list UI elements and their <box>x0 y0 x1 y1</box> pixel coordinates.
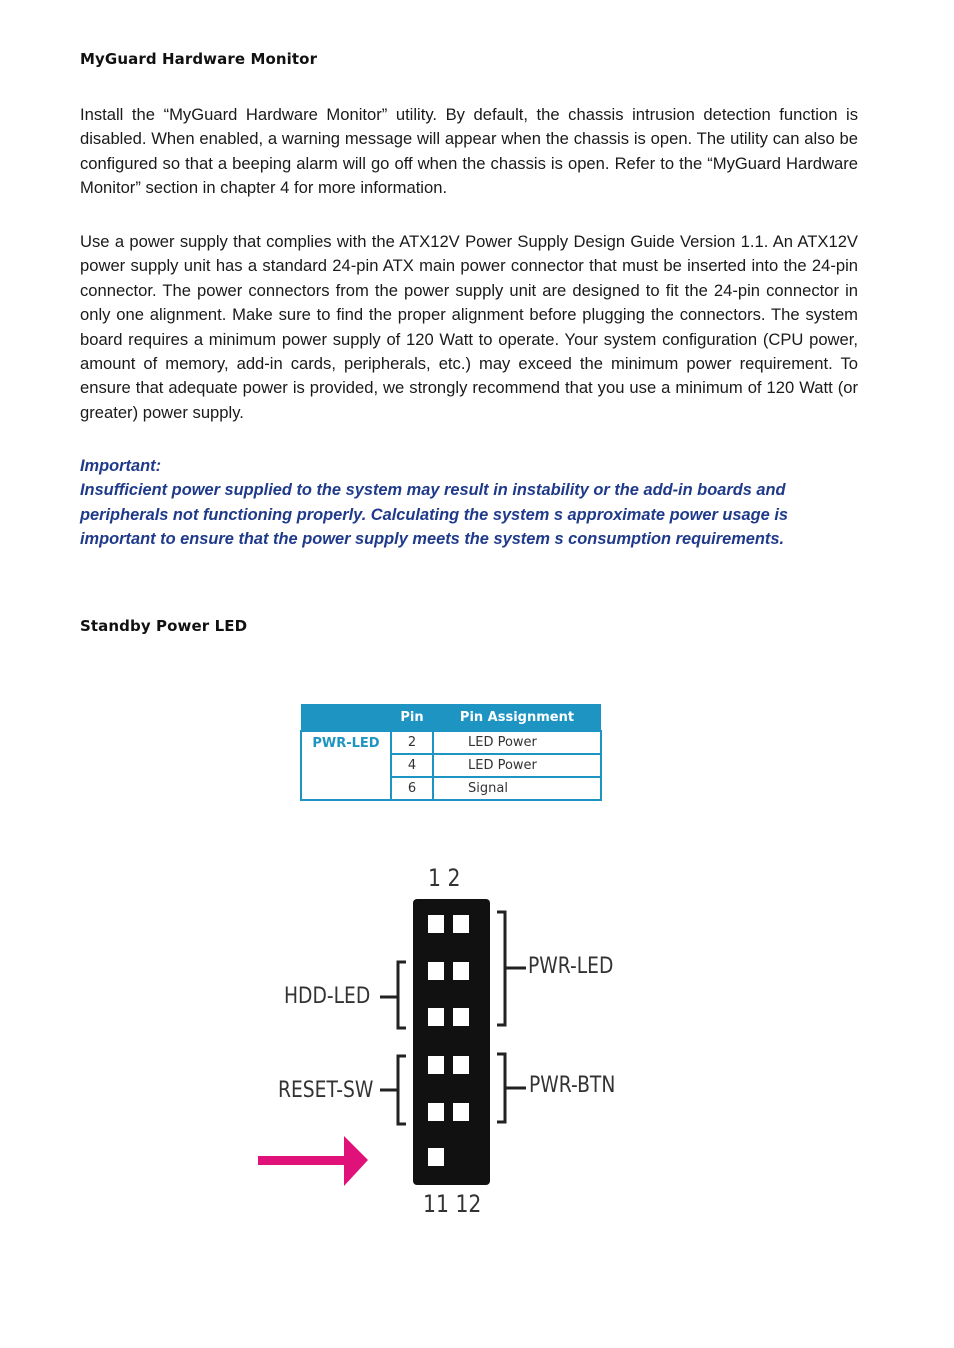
reset-sw-bracket <box>398 1056 406 1124</box>
important-line-3: important to ensure that the power supply meets the system s consumption requirements. <box>80 530 785 549</box>
pin-8 <box>453 1056 469 1074</box>
hdd-led-bracket <box>398 962 406 1028</box>
front-panel-header-diagram <box>240 860 640 1230</box>
top-pin-numbers: 1 2 <box>428 864 461 892</box>
table-header-assignment: Pin Assignment <box>433 704 601 731</box>
label-hdd-led: HDD-LED <box>284 984 371 1009</box>
pin-cell: 4 <box>391 754 433 777</box>
myguard-paragraph: Install the “MyGuard Hardware Monitor” utility. By default, the chassis intrusion detection function is disabled. When enabled, a warning message will appear when the chassis is open. The utility can also be configured so that a beeping alarm will go off when the chassis is open. Refer to the “MyGuard Hardware Monitor” section in chapter 4 for more information. <box>80 105 858 198</box>
assignment-cell: LED Power <box>433 754 601 777</box>
pin-6 <box>453 1008 469 1026</box>
label-pwr-led: PWR-LED <box>528 954 614 979</box>
header-body <box>413 899 490 1185</box>
assignment-cell: LED Power <box>433 731 601 754</box>
table-header-pin: Pin <box>391 704 433 731</box>
pin-4 <box>453 962 469 980</box>
right-brackets <box>497 912 526 1122</box>
bottom-pin-numbers: 11 12 <box>423 1190 482 1218</box>
important-line-2: peripherals not functioning properly. Calculating the system s approximate power usage is <box>80 505 788 524</box>
important-note <box>80 454 840 552</box>
label-pwr-btn: PWR-BTN <box>529 1073 616 1098</box>
table-header-row <box>301 704 601 731</box>
pin-7 <box>428 1056 444 1074</box>
pin-1 <box>428 915 444 933</box>
pin-11 <box>428 1148 444 1166</box>
section-heading-myguard: MyGuard Hardware Monitor <box>80 50 318 68</box>
pin-1-arrow-icon <box>258 1136 368 1186</box>
power-supply-paragraph: Use a power supply that complies with the ATX12V Power Supply Design Guide Version 1.1. An ATX12V power supply unit has a standard 24-pin ATX main power connector that must be inserted into the 24-pin connector. The power connectors from the power supply unit are designed to fit the 24-pin connector in only one alignment. Make sure to find the proper alignment before plugging the connectors. The system board requires a minimum power supply of 120 Watt to operate. Your system configuration (CPU power, amount of memory, add-in cards, peripherals, etc.) may exceed the minimum power requirement. To ensure that adequate power is provided, we strongly recommend that you use a minimum of 120 Watt (or greater) power supply. <box>80 232 858 422</box>
pwr-led-bracket <box>497 912 505 1025</box>
important-label: Important: <box>80 457 162 475</box>
arrow-shaft <box>258 1156 350 1165</box>
connector-name-cell: PWR-LED <box>301 731 391 800</box>
pin-cell: 2 <box>391 731 433 754</box>
pwr-btn-bracket <box>497 1054 505 1122</box>
pin-5 <box>428 1008 444 1026</box>
pin-9 <box>428 1103 444 1121</box>
pin-cell: 6 <box>391 777 433 800</box>
label-reset-sw: RESET-SW <box>278 1078 374 1103</box>
pin-assignment-table <box>300 704 602 801</box>
pin-2 <box>453 915 469 933</box>
table-row <box>301 731 601 754</box>
assignment-cell: Signal <box>433 777 601 800</box>
header-diagram-graphic <box>240 860 640 1230</box>
section-heading-standby-led: Standby Power LED <box>80 617 248 635</box>
pin-10 <box>453 1103 469 1121</box>
important-line-1: Insufficient power supplied to the system may result in instability or the add-in boards and <box>80 481 786 500</box>
pin-3 <box>428 962 444 980</box>
left-brackets <box>380 962 406 1124</box>
arrow-head <box>344 1136 368 1186</box>
table-header-empty <box>301 704 391 731</box>
